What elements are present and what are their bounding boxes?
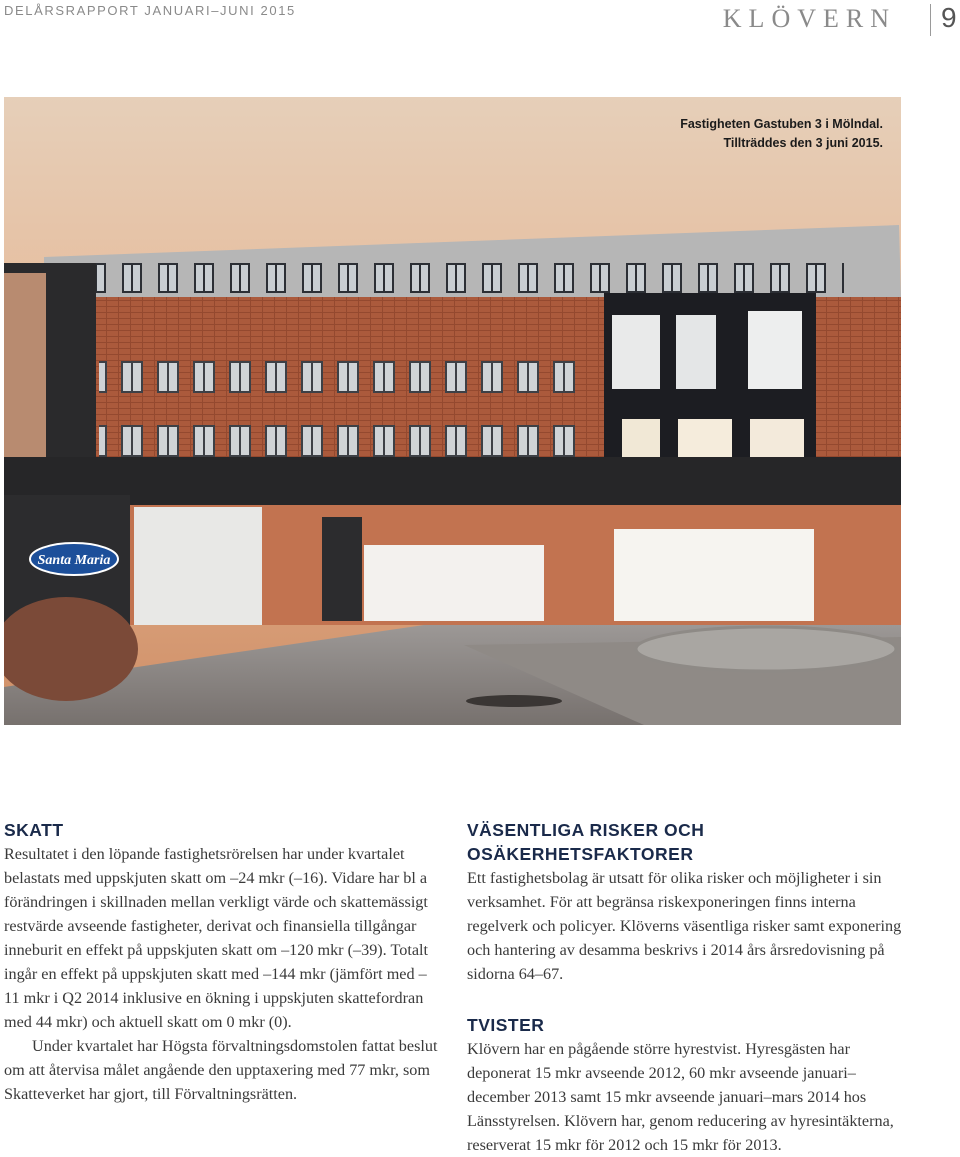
tax-heading: SKATT <box>4 820 64 840</box>
risks-paragraph: Ett fastighetsbolag är utsatt för olika risker och möjligheter i sin verksamhet. För att begränsa riskexponeringen finns interna regelverk och policyer. Klöverns väsentliga risker samt exponering och hantering av desamma beskrivs i 2014 års årsredovisning på sidorna 64–67. <box>467 869 902 983</box>
report-title: DELÅRSRAPPORT JANUARI–JUNI 2015 <box>4 3 296 18</box>
disputes-paragraph: Klövern har en pågående större hyrestvist. Hyresgästen har deponerat 15 mkr avseende 2012, 60 mkr avseende januari–december 2013 samt 15 mkr avseende januari–mars 2014 hos Länsstyrelsen. Klövern har, genom reducering av hyresintäkterna, reserverat 15 mkr för 2012 och 15 mkr för 2013. <box>467 1040 894 1154</box>
tax-paragraph-2: Under kvartalet har Högsta förvaltningsdomstolen fattat beslut om att återvisa målet angående den upptaxering med 77 mkr, som Skatteverket har gjort, till Förvaltningsrätten. <box>4 1037 438 1103</box>
caption-line-1: Fastigheten Gastuben 3 i Mölndal. <box>680 117 883 131</box>
caption-line-2: Tillträddes den 3 juni 2015. <box>723 136 883 150</box>
tax-paragraph-1: Resultatet i den löpande fastighetsrörelsen har under kvartalet belastats med uppskjuten skatt om –24 mkr (–16). Vidare har bl a förändringen i skillnaden mellan verkligt värde och skattemässigt restvärde avseende fastigheter, derivat och finansiella tillgångar inneburit en effekt på uppskjuten skatt om –120 mkr (–39). Totalt ingår en effekt på uppskjuten skatt med –144 mkr (jämfört med –11 mkr i Q2 2014 inklusive en ökning i uppskjuten skattefordran med 44 mkr) och aktuell skatt om 0 mkr (0). <box>4 845 429 1031</box>
header-divider <box>930 4 931 36</box>
disputes-heading: TVISTER <box>467 1015 545 1035</box>
sign-text: Santa Maria <box>37 553 111 568</box>
risks-heading: VÄSENTLIGA RISKER OCH OSÄKERHETSFAKTORER <box>467 820 705 864</box>
page-number: 9 <box>941 2 957 33</box>
risks-section <box>467 818 907 1157</box>
photo-caption <box>680 115 883 153</box>
brand-logo: KLÖVERN <box>722 4 896 33</box>
tax-section <box>4 818 440 1106</box>
property-photo <box>4 97 901 725</box>
